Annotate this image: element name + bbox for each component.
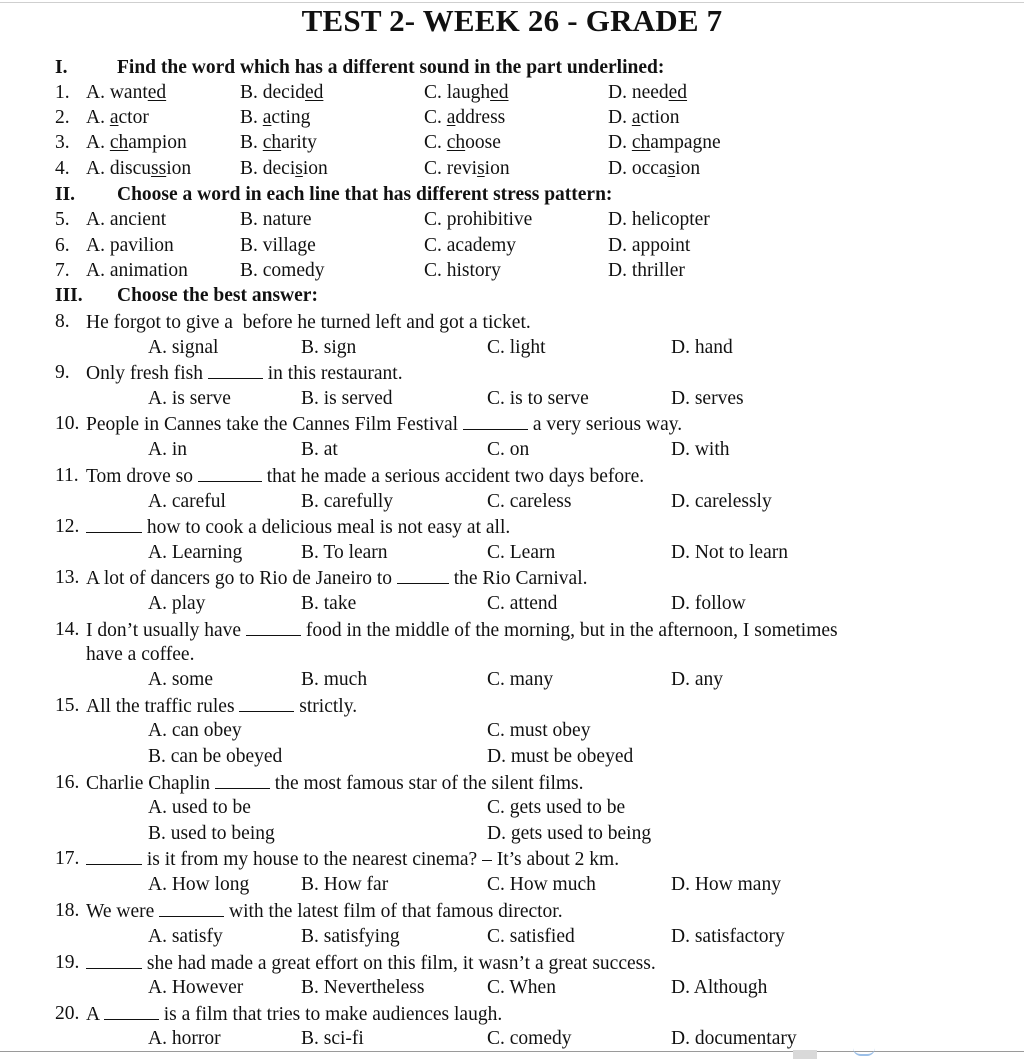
answer-blank: [198, 463, 262, 482]
option-d: D. needed: [608, 82, 688, 103]
option-a: A. satisfy: [148, 926, 223, 947]
selection-artifact: [853, 1048, 875, 1056]
option-c: C. academy: [424, 235, 517, 256]
question-number: 5.: [55, 209, 70, 230]
answer-blank: [239, 693, 294, 712]
option-b: B. decided: [240, 82, 324, 103]
stem-text: is it from my house to the nearest cinema? – It’s about 2 km.: [86, 846, 619, 872]
section-title: Choose the best answer:: [117, 285, 318, 306]
question-number: 14.: [55, 619, 80, 640]
question-number: 11.: [55, 465, 79, 486]
option-c: C. on: [487, 439, 530, 460]
stem-text: I don’t usually have food in the middle of the morning, but in the afternoon, I sometimes: [86, 617, 838, 643]
answer-blank: [246, 617, 301, 636]
option-b: B. can be obeyed: [148, 746, 283, 767]
stem-text: Tom drove so that he made a serious accident two days before.: [86, 463, 644, 489]
answer-blank: [208, 360, 263, 379]
option-a: A. some: [148, 669, 213, 690]
question-number: 1.: [55, 82, 70, 103]
option-d: D. hand: [671, 337, 733, 358]
stem-text: she had made a great effort on this film, it wasn’t a great success.: [86, 950, 656, 976]
option-a: A. actor: [86, 107, 149, 128]
option-c: C. many: [487, 669, 554, 690]
option-c: C. When: [487, 977, 556, 998]
section-number: I.: [55, 57, 68, 78]
question-number: 7.: [55, 260, 70, 281]
option-c: C. must obey: [487, 720, 591, 741]
stem-text: He forgot to give a before he turned left and got a ticket.: [86, 312, 531, 333]
stem-text: how to cook a delicious meal is not easy at all.: [86, 514, 510, 540]
option-d: D. action: [608, 107, 680, 128]
option-a: A. ancient: [86, 209, 167, 230]
option-a: A. horror: [148, 1028, 221, 1049]
option-c: C. satisfied: [487, 926, 575, 947]
option-a: A. animation: [86, 260, 188, 281]
scroll-artifact: [793, 1050, 817, 1059]
option-d: D. helicopter: [608, 209, 710, 230]
option-b: B. How far: [301, 874, 389, 895]
option-b: B. sign: [301, 337, 357, 358]
option-a: A. signal: [148, 337, 219, 358]
option-a: A. is serve: [148, 388, 231, 409]
answer-blank: [86, 846, 142, 865]
option-a: A. careful: [148, 491, 226, 512]
question-number: 10.: [55, 413, 80, 434]
option-d: D. serves: [671, 388, 744, 409]
option-d: D. satisfactory: [671, 926, 785, 947]
option-b: B. village: [240, 235, 316, 256]
answer-blank: [159, 898, 224, 917]
question-number: 18.: [55, 900, 80, 921]
option-d: D. appoint: [608, 235, 691, 256]
option-d: D. thriller: [608, 260, 685, 281]
option-d: D. carelessly: [671, 491, 772, 512]
option-d: D. follow: [671, 593, 746, 614]
option-b: B. To learn: [301, 542, 388, 563]
option-a: A. However: [148, 977, 244, 998]
option-b: B. satisfying: [301, 926, 400, 947]
answer-blank: [86, 514, 142, 533]
option-c: C. light: [487, 337, 546, 358]
option-c: C. gets used to be: [487, 797, 626, 818]
option-c: C. address: [424, 107, 506, 128]
option-a: A. in: [148, 439, 187, 460]
option-c: C. laughed: [424, 82, 509, 103]
option-b: B. Nevertheless: [301, 977, 425, 998]
question-number: 12.: [55, 516, 80, 537]
option-b: B. is served: [301, 388, 393, 409]
option-c: C. comedy: [487, 1028, 572, 1049]
option-b: B. charity: [240, 132, 317, 153]
option-c: C. Learn: [487, 542, 556, 563]
answer-blank: [397, 565, 449, 584]
option-b: B. comedy: [240, 260, 325, 281]
option-b: B. at: [301, 439, 338, 460]
option-d: D. champagne: [608, 132, 721, 153]
option-d: D. occasion: [608, 158, 701, 179]
option-c: C. careless: [487, 491, 572, 512]
option-a: A. wanted: [86, 82, 167, 103]
option-b: B. acting: [240, 107, 311, 128]
question-number: 8.: [55, 311, 70, 332]
stem-text: Charlie Chaplin the most famous star of the silent films.: [86, 770, 584, 796]
option-b: B. sci-fi: [301, 1028, 364, 1049]
option-b: B. take: [301, 593, 357, 614]
option-b: B. decision: [240, 158, 328, 179]
option-d: D. must be obeyed: [487, 746, 634, 767]
question-number: 13.: [55, 567, 80, 588]
option-a: A. pavilion: [86, 235, 174, 256]
option-a: A. Learning: [148, 542, 243, 563]
option-a: A. can obey: [148, 720, 242, 741]
option-d: D. any: [671, 669, 723, 690]
option-a: A. discussion: [86, 158, 192, 179]
stem-text: Only fresh fish in this restaurant.: [86, 360, 403, 386]
option-c: C. prohibitive: [424, 209, 533, 230]
option-c: C. history: [424, 260, 501, 281]
option-d: D. Although: [671, 977, 768, 998]
stem-text: A is a film that tries to make audiences laugh.: [86, 1001, 502, 1027]
stem-text: We were with the latest film of that famous director.: [86, 898, 563, 924]
option-c: C. choose: [424, 132, 501, 153]
option-b: B. carefully: [301, 491, 394, 512]
question-number: 9.: [55, 362, 70, 383]
question-number: 20.: [55, 1003, 80, 1024]
option-a: A. How long: [148, 874, 250, 895]
question-number: 17.: [55, 848, 80, 869]
question-number: 3.: [55, 132, 70, 153]
question-number: 4.: [55, 158, 70, 179]
section-title: Find the word which has a different sound in the part underlined:: [117, 57, 665, 78]
option-c: C. How much: [487, 874, 596, 895]
question-number: 15.: [55, 695, 80, 716]
option-d: D. gets used to being: [487, 823, 652, 844]
section-title: Choose a word in each line that has different stress pattern:: [117, 184, 613, 205]
stem-text: All the traffic rules strictly.: [86, 693, 357, 719]
answer-blank: [104, 1001, 159, 1020]
question-number: 6.: [55, 235, 70, 256]
option-d: D. with: [671, 439, 730, 460]
option-a: A. used to be: [148, 797, 251, 818]
option-b: B. nature: [240, 209, 312, 230]
stem-text: People in Cannes take the Cannes Film Festival a very serious way.: [86, 411, 682, 437]
option-a: A. champion: [86, 132, 187, 153]
question-number: 16.: [55, 772, 80, 793]
option-b: B. used to being: [148, 823, 275, 844]
answer-blank: [86, 950, 142, 969]
section-number: III.: [55, 285, 83, 306]
question-number: 2.: [55, 107, 70, 128]
stem-text: have a coffee.: [86, 644, 195, 665]
page-title: TEST 2- WEEK 26 - GRADE 7: [301, 3, 723, 38]
option-c: C. is to serve: [487, 388, 589, 409]
answer-blank: [215, 770, 270, 789]
option-c: C. attend: [487, 593, 558, 614]
section-number: II.: [55, 184, 76, 205]
option-c: C. revision: [424, 158, 510, 179]
stem-text: A lot of dancers go to Rio de Janeiro to the Rio Carnival.: [86, 565, 588, 591]
option-d: D. documentary: [671, 1028, 797, 1049]
answer-blank: [463, 411, 528, 430]
option-d: D. Not to learn: [671, 542, 788, 563]
option-a: A. play: [148, 593, 206, 614]
option-d: D. How many: [671, 874, 781, 895]
question-number: 19.: [55, 952, 80, 973]
option-b: B. much: [301, 669, 368, 690]
